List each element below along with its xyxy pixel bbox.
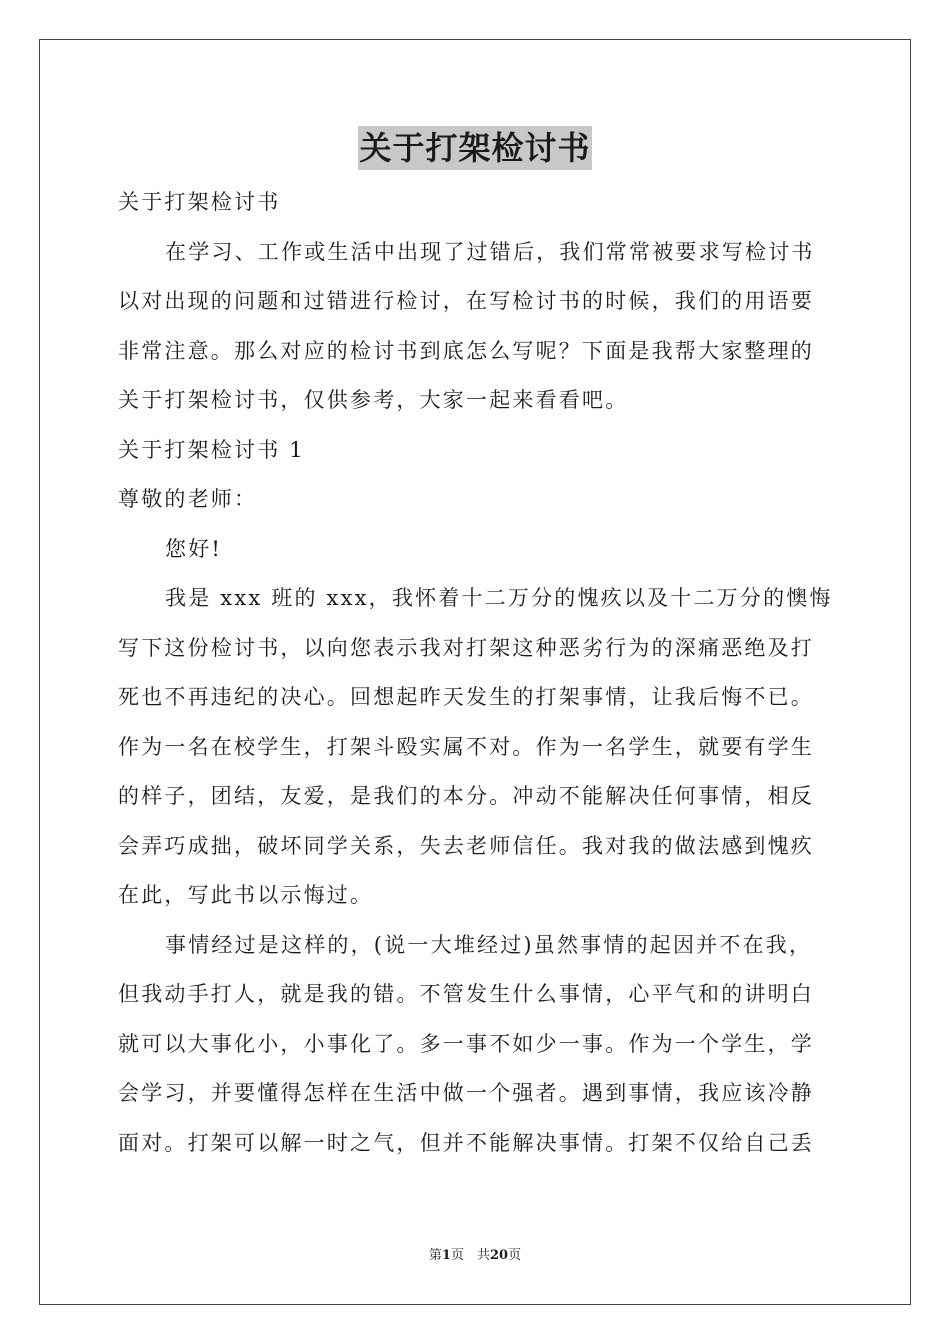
paragraph-line: 的样子，团结，友爱，是我们的本分。冲动不能解决任何事情，相反: [118, 784, 814, 808]
title-block: [0, 126, 950, 170]
paragraph-line: 作为一名在校学生，打架斗殴实属不对。作为一名学生，就要有学生: [118, 734, 814, 759]
paragraph-line: 在此，写此书以示悔过。: [118, 883, 374, 907]
paragraph-line: 在学习、工作或生活中出现了过错后，我们常常被要求写检讨书: [165, 239, 815, 264]
document-title: 关于打架检讨书: [358, 126, 591, 170]
page-mid: 页 共: [450, 1248, 490, 1263]
total-page-number: 20: [489, 1248, 509, 1263]
paragraph-line: 非常注意。那么对应的检讨书到底怎么写呢？下面是我帮大家整理的: [118, 338, 814, 363]
greeting: 您好!: [165, 536, 223, 561]
salutation: 尊敬的老师：: [118, 487, 258, 511]
paragraph-line: 会学习，并要懂得怎样在生活中做一个强者。遇到事情，我应该冷静: [118, 1081, 814, 1105]
paragraph-line: 面对。打架可以解一时之气，但并不能解决事情。打架不仅给自己丢: [118, 1130, 814, 1155]
paragraph-line: 我是 xxx 班的 xxx，我怀着十二万分的愧疚以及十二万分的懊悔: [165, 586, 833, 610]
subtitle-line: 关于打架检讨书: [118, 190, 281, 214]
paragraph-line: 事情经过是这样的，(说一大堆经过)虽然事情的起因并不在我，: [165, 932, 813, 957]
current-page-number: 1: [441, 1248, 451, 1263]
section-heading: 关于打架检讨书 1: [118, 437, 305, 462]
page-suffix: 页: [508, 1248, 522, 1263]
paragraph-line: 关于打架检讨书，仅供参考，大家一起来看看吧。: [118, 388, 629, 412]
document-body: [118, 178, 834, 1168]
paragraph-line: 但我动手打人，就是我的错。不管发生什么事情，心平气和的讲明白: [118, 982, 814, 1006]
paragraph-line: 写下这份检讨书，以向您表示我对打架这种恶劣行为的深痛恶绝及打: [118, 635, 814, 660]
paragraph-line: 会弄巧成拙，破坏同学关系，失去老师信任。我对我的做法感到愧疚: [118, 833, 814, 858]
paragraph-line: 就可以大事化小，小事化了。多一事不如少一事。作为一个学生，学: [118, 1031, 814, 1056]
page-prefix: 第: [428, 1248, 442, 1263]
paragraph-line: 死也不再违纪的决心。回想起昨天发生的打架事情，让我后悔不已。: [118, 685, 814, 709]
page-footer: [0, 1247, 950, 1265]
paragraph-line: 以对出现的问题和过错进行检讨，在写检讨书的时候，我们的用语要: [118, 289, 814, 313]
